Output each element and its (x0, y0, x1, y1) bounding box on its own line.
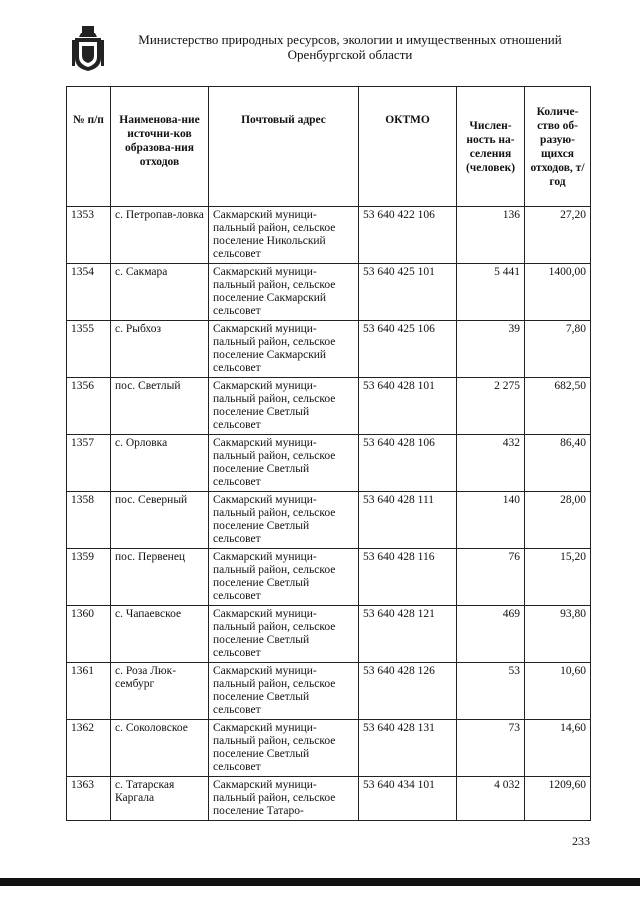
organization-line-2: Оренбургской области (287, 47, 413, 62)
cell-oktmo: 53 640 428 131 (359, 720, 457, 777)
cell-number: 1360 (67, 606, 111, 663)
cell-oktmo: 53 640 428 116 (359, 549, 457, 606)
page-number: 233 (572, 834, 590, 848)
cell-address: Сакмарский муници-пальный район, сельское поселение Светлый сельсовет (209, 378, 359, 435)
cell-source-name: с. Татарская Каргала (111, 777, 209, 821)
cell-population: 39 (457, 321, 525, 378)
cell-source-name: с. Чапаевское (111, 606, 209, 663)
cell-oktmo: 53 640 428 106 (359, 435, 457, 492)
table-row (67, 606, 591, 663)
cell-address: Сакмарский муници-пальный район, сельское поселение Светлый сельсовет (209, 549, 359, 606)
cell-waste-amount: 28,00 (525, 492, 591, 549)
cell-number: 1357 (67, 435, 111, 492)
cell-address: Сакмарский муници-пальный район, сельское поселение Светлый сельсовет (209, 492, 359, 549)
cell-source-name: с. Орловка (111, 435, 209, 492)
cell-oktmo: 53 640 422 106 (359, 207, 457, 264)
cell-population: 432 (457, 435, 525, 492)
coat-of-arms-icon (70, 24, 106, 72)
table-row (67, 663, 591, 720)
table-header-row (67, 87, 591, 207)
cell-address: Сакмарский муници-пальный район, сельское поселение Светлый сельсовет (209, 606, 359, 663)
table-row (67, 207, 591, 264)
table-row (67, 549, 591, 606)
cell-number: 1354 (67, 264, 111, 321)
cell-population: 140 (457, 492, 525, 549)
cell-population: 4 032 (457, 777, 525, 821)
cell-number: 1362 (67, 720, 111, 777)
table-row (67, 777, 591, 821)
cell-number: 1358 (67, 492, 111, 549)
table-row (67, 435, 591, 492)
cell-oktmo: 53 640 428 111 (359, 492, 457, 549)
cell-number: 1363 (67, 777, 111, 821)
cell-waste-amount: 14,60 (525, 720, 591, 777)
cell-number: 1359 (67, 549, 111, 606)
cell-population: 5 441 (457, 264, 525, 321)
cell-population: 2 275 (457, 378, 525, 435)
cell-address: Сакмарский муници-пальный район, сельское поселение Сакмарский сельсовет (209, 264, 359, 321)
cell-waste-amount: 682,50 (525, 378, 591, 435)
cell-oktmo: 53 640 428 121 (359, 606, 457, 663)
column-header-source-name: Наименова-ние источни-ков образова-ния отходов (111, 87, 209, 207)
column-header-number: № п/п (67, 87, 111, 207)
column-header-address: Почтовый адрес (209, 87, 359, 207)
cell-address: Сакмарский муници-пальный район, сельское поселение Никольский сельсовет (209, 207, 359, 264)
cell-address: Сакмарский муници-пальный район, сельское поселение Светлый сельсовет (209, 720, 359, 777)
cell-waste-amount: 86,40 (525, 435, 591, 492)
cell-address: Сакмарский муници-пальный район, сельское поселение Светлый сельсовет (209, 663, 359, 720)
document-header (0, 22, 640, 72)
cell-oktmo: 53 640 425 101 (359, 264, 457, 321)
cell-address: Сакмарский муници-пальный район, сельское поселение Татаро- (209, 777, 359, 821)
cell-source-name: с. Сакмара (111, 264, 209, 321)
column-header-waste-amount: Количе-ство об-разую-щихся отходов, т/год (525, 87, 591, 207)
cell-source-name: пос. Северный (111, 492, 209, 549)
cell-address: Сакмарский муници-пальный район, сельское поселение Светлый сельсовет (209, 435, 359, 492)
column-header-oktmo: ОКТМО (359, 87, 457, 207)
cell-oktmo: 53 640 434 101 (359, 777, 457, 821)
cell-source-name: с. Петропав-ловка (111, 207, 209, 264)
table-row (67, 720, 591, 777)
cell-population: 73 (457, 720, 525, 777)
cell-number: 1353 (67, 207, 111, 264)
cell-population: 136 (457, 207, 525, 264)
cell-source-name: пос. Светлый (111, 378, 209, 435)
cell-waste-amount: 1209,60 (525, 777, 591, 821)
cell-oktmo: 53 640 428 126 (359, 663, 457, 720)
table-row (67, 264, 591, 321)
waste-sources-table (66, 86, 591, 821)
cell-address: Сакмарский муници-пальный район, сельское поселение Сакмарский сельсовет (209, 321, 359, 378)
cell-source-name: с. Соколовское (111, 720, 209, 777)
cell-oktmo: 53 640 425 106 (359, 321, 457, 378)
cell-waste-amount: 1400,00 (525, 264, 591, 321)
table-row (67, 378, 591, 435)
table-row (67, 321, 591, 378)
cell-waste-amount: 27,20 (525, 207, 591, 264)
cell-source-name: с. Рыбхоз (111, 321, 209, 378)
organization-name (120, 32, 580, 62)
cell-oktmo: 53 640 428 101 (359, 378, 457, 435)
cell-population: 53 (457, 663, 525, 720)
cell-population: 76 (457, 549, 525, 606)
cell-number: 1361 (67, 663, 111, 720)
cell-number: 1355 (67, 321, 111, 378)
cell-source-name: пос. Первенец (111, 549, 209, 606)
cell-number: 1356 (67, 378, 111, 435)
cell-source-name: с. Роза Люк-сембург (111, 663, 209, 720)
cell-waste-amount: 10,60 (525, 663, 591, 720)
page-bottom-rule (0, 878, 640, 886)
cell-waste-amount: 7,80 (525, 321, 591, 378)
organization-line-1: Министерство природных ресурсов, экологии и имущественных отношений (138, 32, 562, 47)
column-header-population: Числен-ность на-селения (человек) (457, 87, 525, 207)
cell-population: 469 (457, 606, 525, 663)
cell-waste-amount: 93,80 (525, 606, 591, 663)
cell-waste-amount: 15,20 (525, 549, 591, 606)
table-row (67, 492, 591, 549)
